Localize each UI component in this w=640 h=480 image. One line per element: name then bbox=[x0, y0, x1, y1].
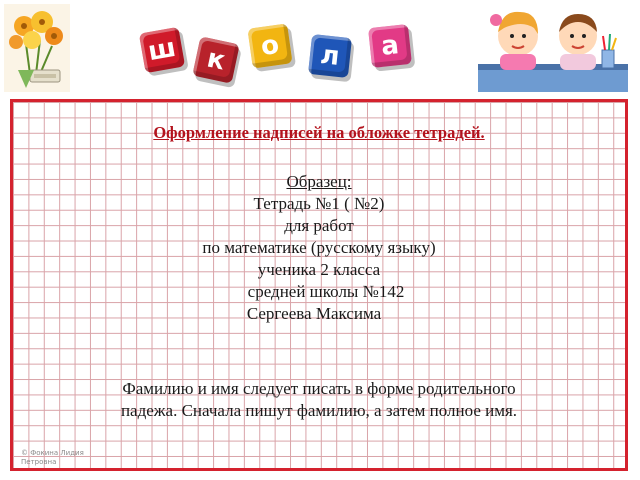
notebook-sheet bbox=[10, 99, 628, 471]
sample-label: Образец: bbox=[286, 172, 352, 191]
rule-text bbox=[13, 378, 625, 422]
sample-line-4: ученика 2 класса bbox=[257, 260, 381, 279]
sample-line-5: средней школы №142 bbox=[247, 282, 405, 301]
letter-cube-3: о bbox=[247, 23, 292, 68]
sample-block bbox=[13, 171, 625, 325]
letter-cube-1: ш bbox=[139, 27, 185, 73]
sample-line-2: для работ bbox=[284, 216, 354, 235]
letter-cube-4: л bbox=[308, 34, 352, 78]
letter-cube-2: к bbox=[192, 36, 239, 83]
letter-cube-5: а bbox=[368, 24, 412, 68]
rule-line-2: падежа. Сначала пишут фамилию, а затем полное имя. bbox=[120, 401, 518, 420]
header-banner bbox=[0, 0, 640, 98]
rule-line-1: Фамилию и имя следует писать в форме родительного bbox=[122, 379, 516, 398]
page-title: Оформление надписей на обложке тетрадей. bbox=[153, 123, 485, 142]
sample-line-3: по математике (русскому языку) bbox=[202, 238, 436, 257]
sample-line-1: Тетрадь №1 ( №2) bbox=[253, 194, 385, 213]
copyright-note: © Фокина Лидия Петровна bbox=[21, 449, 84, 466]
flower-bouquet-icon bbox=[4, 4, 70, 92]
children-at-desk-icon bbox=[478, 6, 628, 92]
sample-line-6: Сергеева Максима bbox=[246, 304, 382, 323]
